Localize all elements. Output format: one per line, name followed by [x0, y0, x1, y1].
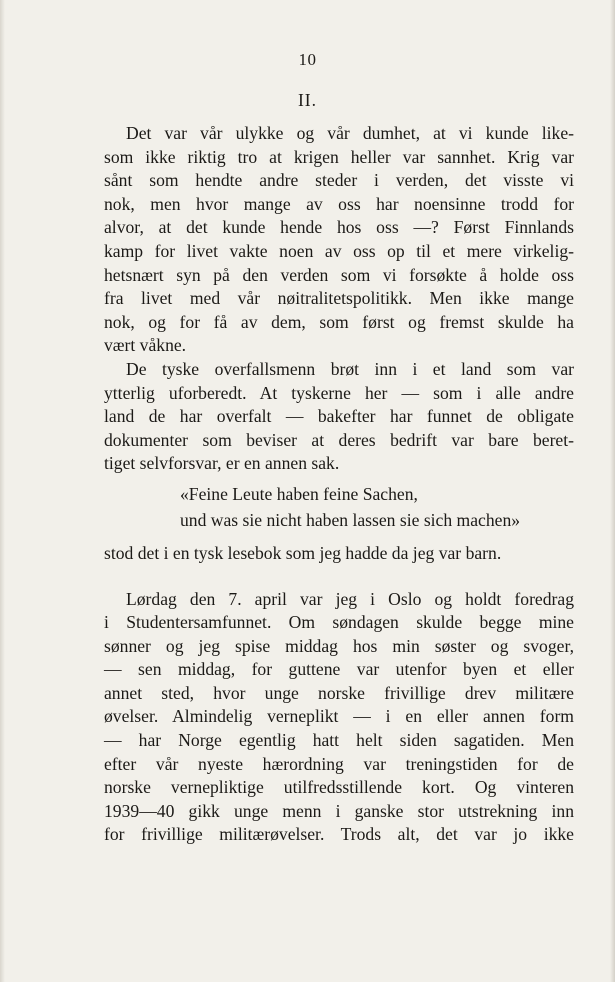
text-line: vært våkne.	[104, 335, 187, 356]
text-line: Det var vår ulykke og vår dumhet, at vi kunde like-	[126, 123, 574, 143]
text-line: i Studentersamfunnet. Om søndagen skulde begge mine	[104, 612, 574, 633]
body-text	[104, 122, 574, 847]
text-line: Lørdag den 7. april var jeg i Oslo og holdt foredrag	[126, 588, 574, 609]
chapter-heading: II.	[297, 90, 318, 110]
quote-line: und was sie nicht haben lassen sie sich machen»	[180, 509, 521, 530]
text-line: hetsnært syn på den verden som vi forsøkte å holde oss	[104, 264, 574, 285]
text-line: De tyske overfallsmenn brøt inn i et land som var	[126, 358, 574, 379]
text-line: ytterlig uforberedt. At tyskerne her — som i alle andre	[104, 382, 574, 403]
paragraph-1	[104, 122, 574, 358]
after-quote-line: stod det i en tysk lesebok som jeg hadde da jeg var barn.	[104, 542, 502, 563]
page-edge-right	[610, 0, 615, 982]
text-line: — har Norge egentlig hatt helt siden sagatiden. Men	[104, 730, 574, 751]
text-line: efter vår nyeste hærordning var treningstiden for de	[104, 753, 574, 774]
text-line: — sen middag, for guttene var utenfor byen et eller	[104, 659, 574, 680]
text-line: nok, men hvor mange av oss har noensinne trodd for	[104, 193, 574, 214]
quote-line: «Feine Leute haben feine Sachen,	[180, 483, 418, 504]
text-line: sånt som hendte andre steder i verden, det visste vi	[104, 170, 574, 191]
text-line: for frivillige militærøvelser. Trods alt, det var jo ikke	[104, 824, 574, 845]
text-line: øvelser. Almindelig verneplikt — i en eller annen form	[104, 706, 574, 727]
text-line: land de har overfalt — bakefter har funnet de obligate	[104, 406, 574, 427]
text-line: tiget selvforsvar, er en annen sak.	[104, 453, 340, 474]
text-line: norske vernepliktige utilfredsstillende kort. Og vinteren	[104, 777, 574, 798]
text-line: som ikke riktig tro at krigen heller var sannhet. Krig var	[104, 146, 574, 167]
text-line: fra livet med vår nøitralitetspolitikk. Men ikke mange	[104, 288, 574, 309]
block-quote	[104, 483, 574, 535]
text-line: nok, og for få av dem, som først og fremst skulde ha	[104, 311, 574, 332]
page-edge-left	[0, 0, 5, 982]
paragraph-3	[104, 588, 574, 848]
paragraph-2	[104, 358, 574, 476]
text-line: dokumenter som beviser at deres bedrift var bare beret-	[104, 429, 574, 450]
page-number: 10	[298, 50, 317, 69]
text-line: alvor, at det kunde hende hos oss —? Først Finnlands	[104, 217, 574, 238]
text-line: sønner og jeg spise middag hos min søster og svoger,	[104, 635, 574, 656]
text-line: kamp for livet vakte noen av oss op til et mere virkelig-	[104, 240, 574, 261]
text-line: 1939—40 gikk unge menn i ganske stor utstrekning inn	[104, 800, 574, 821]
text-line: annet sted, hvor unge norske frivillige drev militære	[104, 682, 574, 703]
